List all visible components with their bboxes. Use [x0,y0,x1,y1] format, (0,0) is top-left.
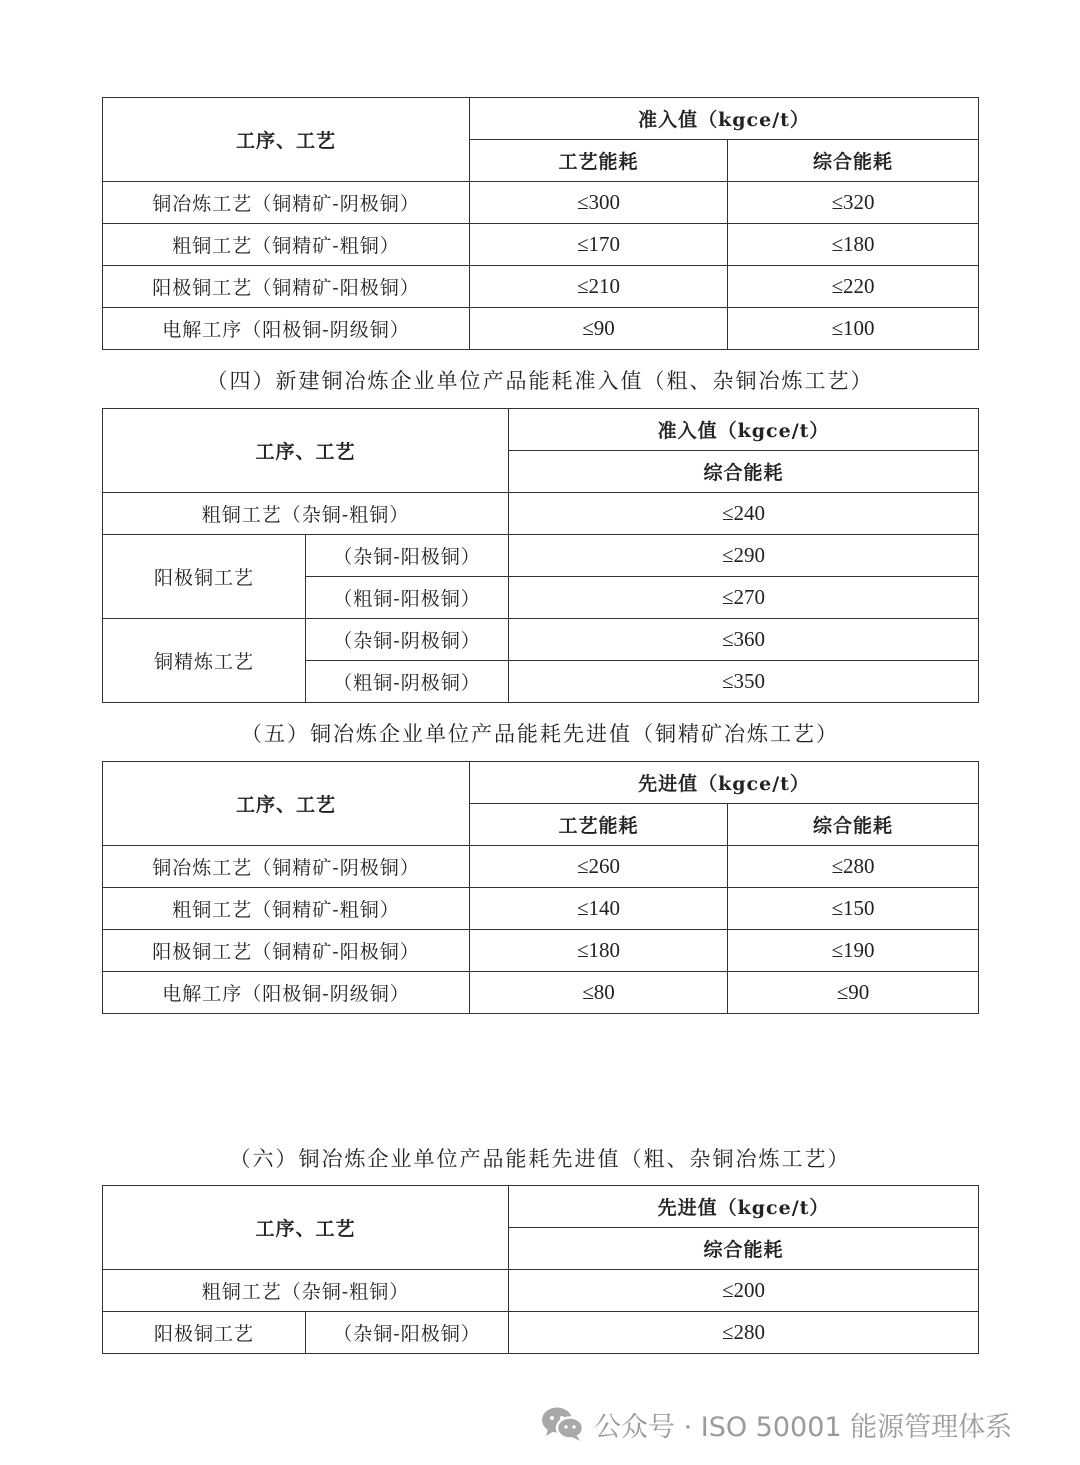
section-title-5: （五）铜冶炼企业单位产品能耗先进值（铜精矿冶炼工艺） [241,722,839,746]
header-process: 工序、工艺 [103,98,470,182]
footer-watermark [540,1404,1012,1444]
sub-label: （粗铜-阴极铜） [306,661,509,703]
value-cell: ≤270 [509,577,979,619]
table-entry-values-concentrate [102,97,979,350]
header-overall-energy: 综合能耗 [728,804,979,846]
table-row [103,535,979,577]
table-row [103,308,979,350]
header-advanced-value: 先进值（kgce/t） [509,1186,979,1228]
group-label: 阳极铜工艺 [103,1312,306,1354]
value-cell: ≤170 [470,224,728,266]
table-row [103,182,979,224]
value-cell: ≤280 [728,846,979,888]
row-label: 铜冶炼工艺（铜精矿-阴极铜） [103,182,470,224]
header-overall-energy: 综合能耗 [509,1228,979,1270]
value-cell: ≤220 [728,266,979,308]
header-overall-energy: 综合能耗 [509,451,979,493]
header-entry-value: 准入值（kgce/t） [509,409,979,451]
value-cell: ≤350 [509,661,979,703]
footer-text: 公众号 · ISO 50001 能源管理体系 [594,1411,1013,1443]
sub-label: （杂铜-阴极铜） [306,619,509,661]
table-row [103,846,979,888]
value-cell: ≤180 [728,224,979,266]
value-cell: ≤280 [509,1312,979,1354]
group-label: 阳极铜工艺 [103,535,306,619]
header-process: 工序、工艺 [103,1186,509,1270]
row-label: 粗铜工艺（杂铜-粗铜） [103,1270,509,1312]
section-title-4: （四）新建铜冶炼企业单位产品能耗准入值（粗、杂铜冶炼工艺） [206,369,874,393]
value-cell: ≤90 [728,972,979,1014]
value-cell: ≤240 [509,493,979,535]
value-cell: ≤100 [728,308,979,350]
table-row [103,1312,979,1354]
table-row [103,619,979,661]
value-cell: ≤150 [728,888,979,930]
row-label: 电解工序（阳极铜-阴级铜） [103,308,470,350]
row-label: 铜冶炼工艺（铜精矿-阴极铜） [103,846,470,888]
value-cell: ≤300 [470,182,728,224]
table-entry-values-scrap [102,408,979,703]
value-cell: ≤260 [470,846,728,888]
table-row [103,266,979,308]
row-label: 粗铜工艺（铜精矿-粗铜） [103,224,470,266]
value-cell: ≤80 [470,972,728,1014]
value-cell: ≤360 [509,619,979,661]
table-row [103,493,979,535]
header-advanced-value: 先进值（kgce/t） [470,762,979,804]
sub-label: （杂铜-阳极铜） [306,1312,509,1354]
table-row [103,224,979,266]
table-row [103,930,979,972]
table-row [103,1270,979,1312]
value-cell: ≤200 [509,1270,979,1312]
header-entry-value: 准入值（kgce/t） [470,98,979,140]
table-advanced-values-concentrate [102,761,979,1014]
table-row [103,888,979,930]
sub-label: （杂铜-阳极铜） [306,535,509,577]
section-title-6: （六）铜冶炼企业单位产品能耗先进值（粗、杂铜冶炼工艺） [229,1147,851,1171]
header-process: 工序、工艺 [103,409,509,493]
row-label: 阳极铜工艺（铜精矿-阳极铜） [103,266,470,308]
value-cell: ≤210 [470,266,728,308]
table-advanced-values-scrap [102,1185,979,1354]
row-label: 粗铜工艺（杂铜-粗铜） [103,493,509,535]
header-process: 工序、工艺 [103,762,470,846]
header-process-energy: 工艺能耗 [470,804,728,846]
row-label: 电解工序（阳极铜-阴级铜） [103,972,470,1014]
value-cell: ≤320 [728,182,979,224]
value-cell: ≤290 [509,535,979,577]
header-overall-energy: 综合能耗 [728,140,979,182]
group-label: 铜精炼工艺 [103,619,306,703]
row-label: 粗铜工艺（铜精矿-粗铜） [103,888,470,930]
value-cell: ≤90 [470,308,728,350]
wechat-icon [540,1405,586,1443]
value-cell: ≤190 [728,930,979,972]
sub-label: （粗铜-阳极铜） [306,577,509,619]
table-row [103,972,979,1014]
value-cell: ≤140 [470,888,728,930]
row-label: 阳极铜工艺（铜精矿-阳极铜） [103,930,470,972]
header-process-energy: 工艺能耗 [470,140,728,182]
value-cell: ≤180 [470,930,728,972]
